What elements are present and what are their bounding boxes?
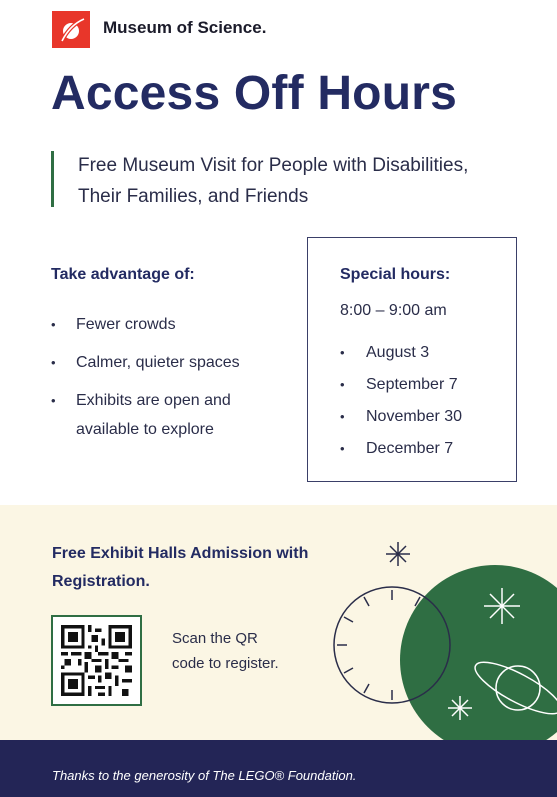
green-planet-icon	[400, 565, 557, 755]
org-name: Museum of Science.	[103, 18, 267, 37]
list-item: • Fewer crowds	[51, 310, 291, 339]
special-hours-heading: Special hours:	[340, 266, 451, 283]
clock-planet-illustration	[320, 530, 557, 760]
footer-credit: Thanks to the generosity of The LEGO® Foundation.	[52, 768, 357, 783]
qr-code-icon[interactable]	[51, 615, 142, 706]
sparkle-icon	[386, 542, 410, 566]
date-item: • September 7	[340, 369, 510, 401]
date-item: • November 30	[340, 401, 510, 433]
subtitle: Free Museum Visit for People with Disabilities, Their Families, and Friends	[78, 155, 469, 207]
scan-instructions: Scan the QR code to register.	[172, 630, 279, 672]
list-item: • Calmer, quieter spaces	[51, 348, 291, 377]
registration-heading: Free Exhibit Halls Admission with Registration.	[52, 545, 309, 590]
page-title: Access Off Hours	[51, 67, 457, 120]
date-item: • December 7	[340, 433, 510, 465]
list-item: • Exhibits are open and available to explore	[51, 386, 291, 444]
special-hours-dates	[340, 337, 510, 465]
advantages-list	[51, 310, 291, 453]
special-hours-time: 8:00 – 9:00 am	[340, 302, 447, 319]
date-item: • August 3	[340, 337, 510, 369]
museum-of-science-logo-icon	[52, 11, 90, 48]
subtitle-accent-bar	[51, 151, 54, 207]
advantages-heading: Take advantage of:	[51, 266, 195, 283]
